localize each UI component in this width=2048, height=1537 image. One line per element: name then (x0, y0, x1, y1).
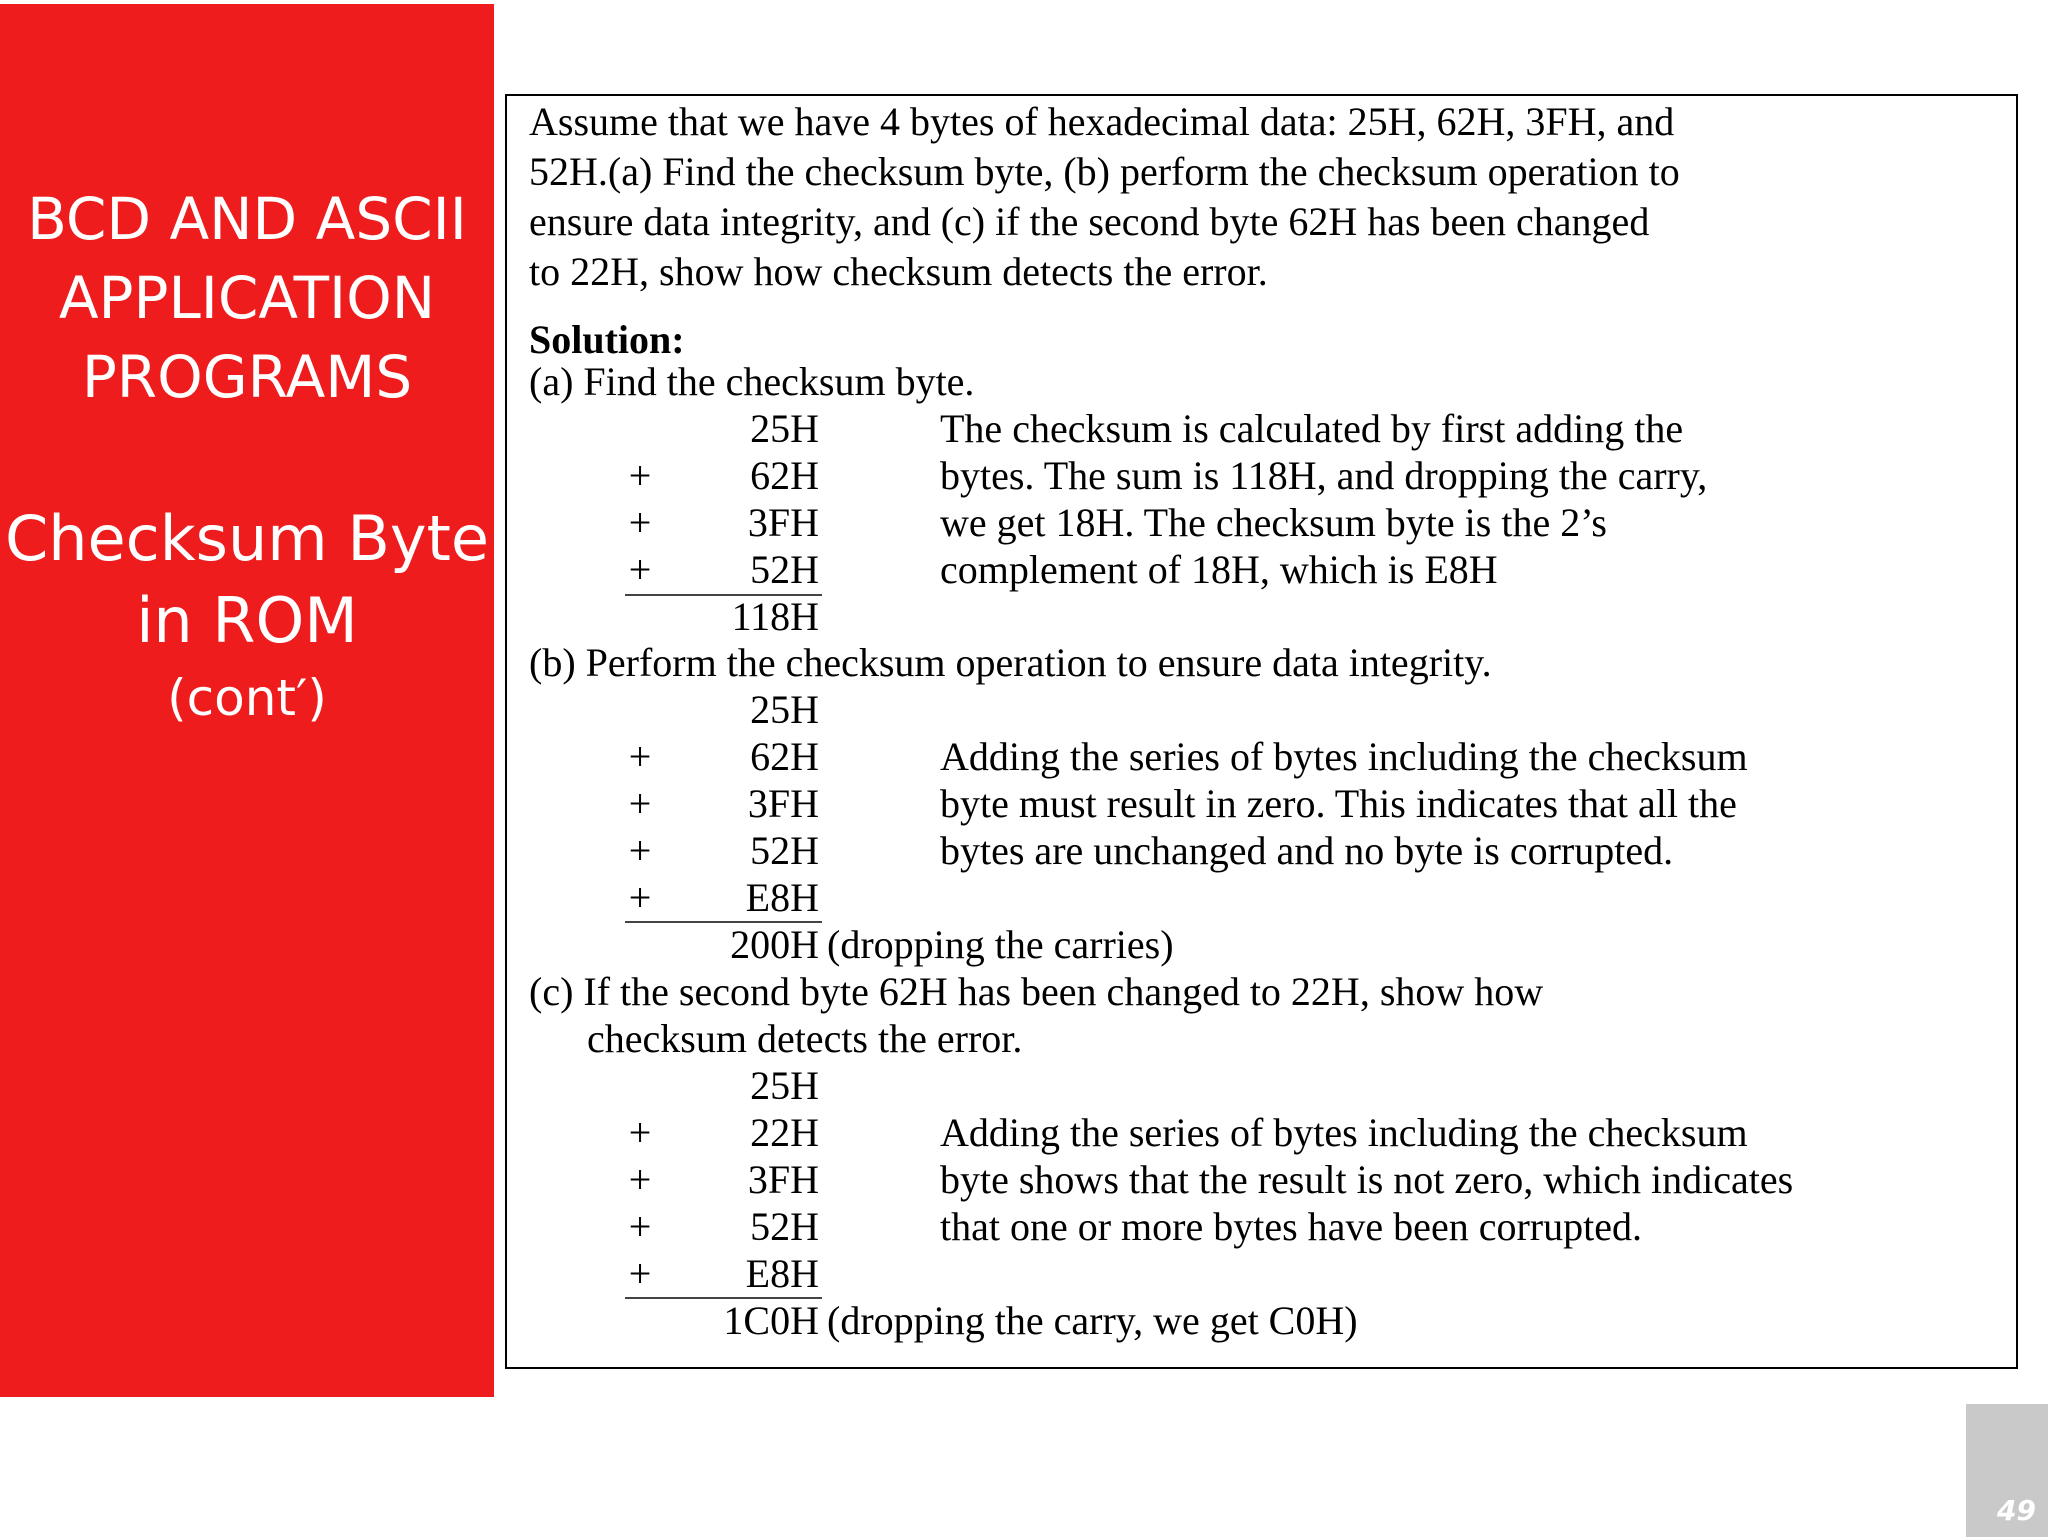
sum-value: 1C0H (723, 1298, 819, 1343)
section-title-line: BCD AND ASCII (27, 185, 467, 253)
plus-sign: + (628, 828, 652, 873)
note-line: byte must result in zero. This indicates that all the (940, 781, 1737, 826)
addend-value: 52H (750, 1204, 819, 1249)
problem-line: 52H.(a) Find the checksum byte, (b) perform the checksum operation to (529, 149, 1680, 194)
plus-sign: + (628, 453, 652, 498)
addend-value: 62H (750, 734, 819, 779)
addend-value: 3FH (747, 500, 819, 545)
plus-sign: + (628, 734, 652, 779)
part-c-heading: checksum detects the error. (587, 1016, 1023, 1061)
note-line: The checksum is calculated by first adding the (940, 406, 1684, 451)
addend-value: E8H (745, 1251, 819, 1296)
sum-note: (dropping the carries) (827, 922, 1174, 967)
slide-subtitle-line: in ROM (136, 584, 358, 657)
page-number: 49 (1997, 1494, 2036, 1527)
solution-label: Solution: (529, 317, 685, 362)
part-c-heading: (c) If the second byte 62H has been changed to 22H, show how (529, 969, 1544, 1014)
plus-sign: + (628, 1157, 652, 1202)
plus-sign: + (628, 1251, 652, 1296)
example-box (505, 94, 2018, 1369)
plus-sign: + (628, 500, 652, 545)
addend-value: 25H (750, 1063, 819, 1108)
addend-value: E8H (745, 875, 819, 920)
note-line: complement of 18H, which is E8H (940, 547, 1498, 592)
addend-value: 25H (750, 406, 819, 451)
problem-line: ensure data integrity, and (c) if the second byte 62H has been changed (529, 199, 1650, 244)
addend-value: 52H (750, 828, 819, 873)
note-line: that one or more bytes have been corrupted. (940, 1204, 1642, 1249)
continued-label: (cont′) (167, 669, 327, 727)
plus-sign: + (628, 1110, 652, 1155)
page-number-badge (1966, 1404, 2048, 1537)
slide-subtitle (0, 498, 494, 734)
plus-sign: + (628, 547, 652, 592)
sum-note: (dropping the carry, we get C0H) (827, 1298, 1358, 1343)
section-title (0, 180, 494, 417)
addend-value: 3FH (747, 781, 819, 826)
sidebar (0, 4, 494, 1397)
note-line: Adding the series of bytes including the checksum (940, 1110, 1748, 1155)
note-line: byte shows that the result is not zero, which indicates (940, 1157, 1794, 1202)
part-b-heading: (b) Perform the checksum operation to ensure data integrity. (529, 640, 1492, 685)
part-a-heading: (a) Find the checksum byte. (529, 359, 975, 404)
section-title-line: PROGRAMS (81, 343, 413, 411)
problem-line: Assume that we have 4 bytes of hexadecimal data: 25H, 62H, 3FH, and (529, 99, 1675, 144)
plus-sign: + (628, 1204, 652, 1249)
sum-value: 118H (731, 594, 819, 639)
slide-subtitle-line: Checksum Byte (4, 502, 490, 575)
addend-value: 22H (750, 1110, 819, 1155)
sum-value: 200H (730, 922, 819, 967)
addend-value: 25H (750, 687, 819, 732)
note-line: bytes are unchanged and no byte is corrupted. (940, 828, 1674, 873)
problem-line: to 22H, show how checksum detects the error. (529, 249, 1268, 294)
plus-sign: + (628, 875, 652, 920)
addend-value: 62H (750, 453, 819, 498)
section-title-line: APPLICATION (58, 264, 436, 332)
plus-sign: + (628, 781, 652, 826)
note-line: bytes. The sum is 118H, and dropping the carry, (940, 453, 1708, 498)
note-line: Adding the series of bytes including the checksum (940, 734, 1748, 779)
addend-value: 3FH (747, 1157, 819, 1202)
note-line: we get 18H. The checksum byte is the 2’s (940, 500, 1607, 545)
addend-value: 52H (750, 547, 819, 592)
